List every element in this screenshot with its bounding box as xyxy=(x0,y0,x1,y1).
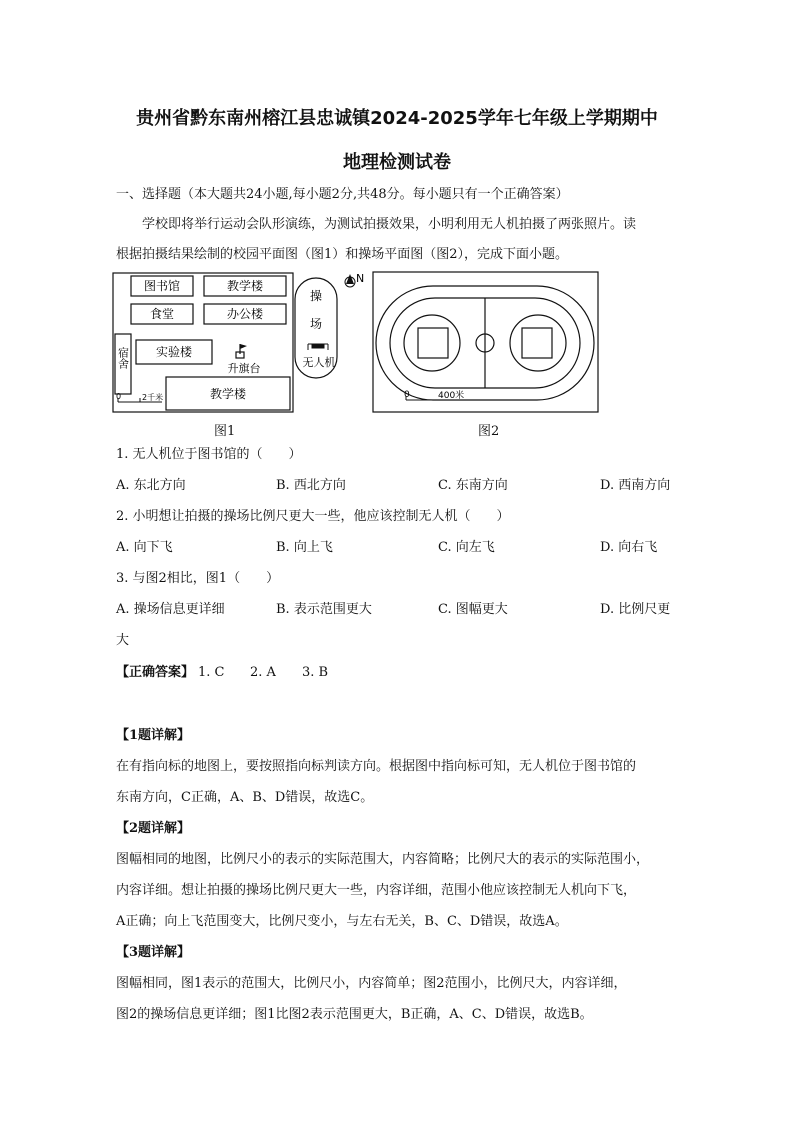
q1-option-d: D. 西南方向 xyxy=(600,478,671,493)
q2-option-a: A. 向下飞 xyxy=(116,540,173,555)
explanation-2-line-2: 内容详细。想让拍摄的操场比例尺更大一些，内容详细，范围小他应该控制无人机向下飞， xyxy=(116,883,637,898)
campus-boundary xyxy=(113,273,293,412)
answer-label: 【正确答案】 xyxy=(116,665,195,680)
figure2-scale-label: 400米 xyxy=(438,391,465,401)
label-lab: 实验楼 xyxy=(155,345,193,359)
label-canteen: 食堂 xyxy=(149,307,175,321)
figure1-caption: 图1 xyxy=(214,424,236,439)
explanation-1-line-1: 在有指向标的地图上，要按照指向标判读方向。根据图中指向标可知，无人机位于图书馆的 xyxy=(116,759,637,774)
right-key xyxy=(522,328,552,358)
right-circle xyxy=(510,315,566,371)
label-teaching-north: 教学楼 xyxy=(226,279,264,293)
question-2-stem: 2. 小明想让拍摄的操场比例尺更大一些，他应该控制无人机（ ） xyxy=(116,509,510,524)
q2-option-d: D. 向右飞 xyxy=(600,540,658,555)
figure2-playground-map xyxy=(372,270,600,416)
figure1-scale-zero: 0 xyxy=(116,392,122,401)
explanation-2-line-1: 图幅相同的地图，比例尺小的表示的实际范围大，内容简略；比例尺大的表示的实际范围小， xyxy=(116,852,650,867)
explanation-3-header: 【3题详解】 xyxy=(116,945,191,960)
explanation-2-header: 【2题详解】 xyxy=(116,821,191,836)
answer-3: 3. B xyxy=(302,665,329,680)
intro-line-2: 根据拍摄结果绘制的校园平面图（图1）和操场平面图（图2），完成下面小题。 xyxy=(116,247,569,262)
label-teaching-south: 教学楼 xyxy=(209,387,247,401)
figure2-caption: 图2 xyxy=(478,424,500,439)
answer-2: 2. A xyxy=(250,665,276,680)
q3-option-c: C. 图幅更大 xyxy=(438,602,508,617)
q3-option-d-wrap: 大 xyxy=(116,633,130,648)
label-office: 办公楼 xyxy=(226,307,264,321)
label-playground-1: 操 xyxy=(309,289,323,303)
q2-option-c: C. 向左飞 xyxy=(438,540,495,555)
q3-option-d: D. 比例尺更 xyxy=(600,602,671,617)
intro-line-1: 学校即将举行运动会队形演练，为测试拍摄效果，小明利用无人机拍摄了两张照片。读 xyxy=(142,217,637,232)
figure1-campus-map xyxy=(112,270,372,416)
explanation-3-line-2: 图2的操场信息更详细；图1比图2表示范围更大，B正确，A、C、D错误，故选B。 xyxy=(116,1007,593,1022)
left-circle xyxy=(404,315,460,371)
drone-icon xyxy=(308,344,328,350)
north-arrow-icon xyxy=(345,272,364,287)
q1-option-b: B. 西北方向 xyxy=(276,478,346,493)
explanation-3-line-1: 图幅相同，图1表示的范围大，比例尺小，内容简单；图2范围小，比例尺大，内容详细， xyxy=(116,976,627,991)
q1-option-c: C. 东南方向 xyxy=(438,478,508,493)
figure1-scale-label: 2千米 xyxy=(142,393,164,402)
q2-option-b: B. 向上飞 xyxy=(276,540,333,555)
label-playground-2: 场 xyxy=(309,317,323,331)
label-drone: 无人机 xyxy=(302,356,336,369)
document-title-line1: 贵州省黔东南州榕江县忠诚镇2024-2025学年七年级上学期期中 xyxy=(136,108,658,129)
q3-option-a: A. 操场信息更详细 xyxy=(116,602,225,617)
label-library: 图书馆 xyxy=(143,279,181,293)
explanation-1-header: 【1题详解】 xyxy=(116,728,191,743)
figure2-scale-zero: 0 xyxy=(404,390,410,400)
explanation-1-line-2: 东南方向，C正确，A、B、D错误，故选C。 xyxy=(116,790,374,805)
answer-1: 1. C xyxy=(198,665,225,680)
label-flag: 升旗台 xyxy=(227,362,261,375)
question-3-stem: 3. 与图2相比，图1（ ） xyxy=(116,571,280,586)
flag-icon xyxy=(240,344,247,349)
question-1-stem: 1. 无人机位于图书馆的（ ） xyxy=(116,447,302,462)
q1-option-a: A. 东北方向 xyxy=(116,478,186,493)
label-dormitory: 宿舍 xyxy=(116,347,130,369)
explanation-2-line-3: A正确；向上飞范围变大，比例尺变小，与左右无关，B、C、D错误，故选A。 xyxy=(116,914,568,929)
q3-option-b: B. 表示范围更大 xyxy=(276,602,372,617)
svg-text:N: N xyxy=(356,272,365,285)
document-title-line2: 地理检测试卷 xyxy=(343,152,451,173)
section-header: 一、选择题（本大题共24小题,每小题2分,共48分。每小题只有一个正确答案） xyxy=(116,187,569,202)
left-key xyxy=(418,328,448,358)
